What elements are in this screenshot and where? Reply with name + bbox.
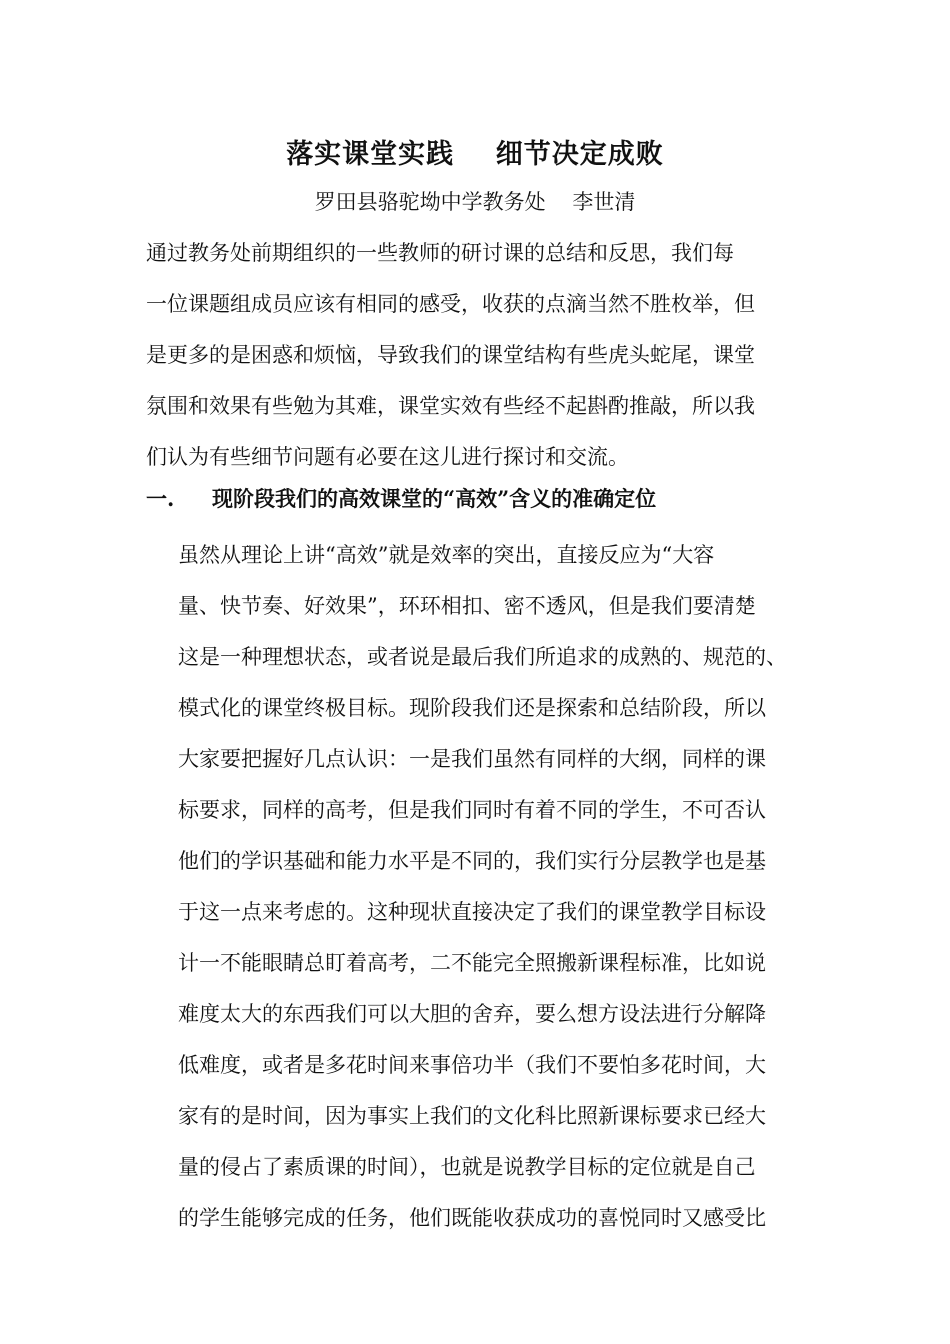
paragraph-line: 这是一种理想状态，或者说是最后我们所追求的成熟的、规范的、 (178, 645, 787, 669)
paragraph-line: 标要求，同样的高考，但是我们同时有着不同的学生，不可否认 (178, 798, 766, 822)
intro-paragraph (146, 228, 826, 483)
paragraph-line: 于这一点来考虑的。这种现状直接决定了我们的课堂教学目标设 (178, 900, 766, 924)
section-number: 一. (146, 486, 175, 511)
section-heading (146, 483, 846, 513)
paragraph-line: 一位课题组成员应该有相同的感受，收获的点滴当然不胜枚举，但 (146, 292, 755, 316)
paragraph-line: 他们的学识基础和能力水平是不同的，我们实行分层教学也是基 (178, 849, 766, 873)
paragraph-line: 虽然从理论上讲“高效”就是效率的突出，直接反应为“大容 (178, 543, 715, 567)
paragraph-line: 是更多的是困惑和烦恼，导致我们的课堂结构有些虎头蛇尾，课堂 (146, 343, 755, 367)
paragraph-line: 家有的是时间，因为事实上我们的文化科比照新课标要求已经大 (178, 1104, 766, 1128)
section-title: 现阶段我们的高效课堂的“高效”含义的准确定位 (212, 486, 657, 511)
paragraph-line: 的学生能够完成的任务，他们既能收获成功的喜悦同时又感受比 (178, 1206, 766, 1230)
paragraph-line: 模式化的课堂终极目标。现阶段我们还是探索和总结阶段，所以 (178, 696, 766, 720)
document-author: 罗田县骆驼坳中学教务处 李世清 (314, 190, 636, 214)
paragraph-line: 们认为有些细节问题有必要在这儿进行探讨和交流。 (146, 445, 629, 469)
section-paragraph (178, 530, 838, 1244)
paragraph-line: 氛围和效果有些勉为其难，课堂实效有些经不起斟酌推敲，所以我 (146, 394, 755, 418)
paragraph-line: 低难度，或者是多花时间来事倍功半（我们不要怕多花时间，大 (178, 1053, 766, 1077)
document-title: 落实课堂实践 细节决定成败 (286, 139, 664, 170)
paragraph-line: 难度太大的东西我们可以大胆的舍弃，要么想方设法进行分解降 (178, 1002, 766, 1026)
paragraph-line: 大家要把握好几点认识：一是我们虽然有同样的大纲，同样的课 (178, 747, 766, 771)
paragraph-line: 通过教务处前期组织的一些教师的研讨课的总结和反思，我们每 (146, 241, 734, 265)
paragraph-line: 量的侵占了素质课的时间），也就是说教学目标的定位就是自己 (178, 1155, 756, 1179)
paragraph-line: 计一不能眼睛总盯着高考，二不能完全照搬新课程标准，比如说 (178, 951, 766, 975)
paragraph-line: 量、快节奏、好效果”，环环相扣、密不透风，但是我们要清楚 (178, 594, 756, 618)
